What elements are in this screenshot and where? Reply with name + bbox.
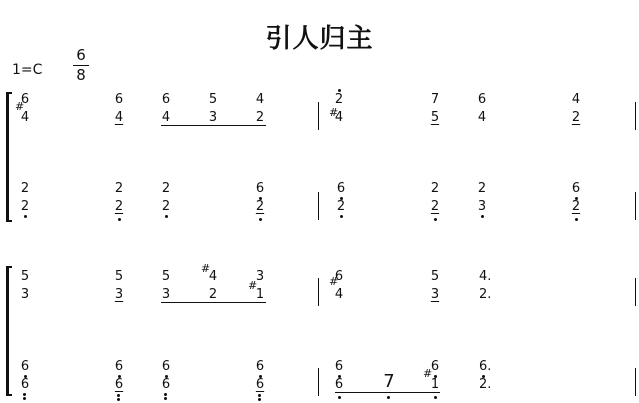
note: 6 bbox=[114, 92, 124, 107]
note: 2. bbox=[479, 287, 492, 302]
low-octave-dot bbox=[23, 397, 26, 400]
note: 1 bbox=[430, 377, 440, 392]
low-octave-dot bbox=[340, 215, 343, 218]
note: 6 bbox=[161, 359, 171, 374]
time-numerator: 6 bbox=[76, 46, 86, 64]
note: 3 bbox=[114, 287, 124, 302]
sharp-sign: # bbox=[15, 100, 25, 113]
low-octave-dot bbox=[387, 396, 390, 399]
note: 4 bbox=[334, 287, 344, 302]
low-octave-dot bbox=[117, 398, 120, 401]
note: 6 bbox=[477, 92, 487, 107]
note: 6 bbox=[20, 359, 30, 374]
note: 2 bbox=[114, 199, 124, 214]
barline bbox=[635, 368, 636, 396]
low-octave-dot bbox=[575, 218, 578, 221]
note: 6 bbox=[255, 181, 265, 196]
low-octave-dot bbox=[118, 218, 121, 221]
note: 2 bbox=[571, 110, 581, 125]
note: 6 bbox=[161, 377, 171, 392]
note: 4 bbox=[114, 110, 124, 125]
note: 5 bbox=[430, 269, 440, 284]
note: 2 bbox=[477, 181, 487, 196]
note: 6. bbox=[479, 359, 492, 374]
barline bbox=[318, 278, 319, 306]
note: 4 bbox=[334, 110, 344, 125]
barline bbox=[318, 192, 319, 220]
note: 5 bbox=[114, 269, 124, 284]
sharp-sign: # bbox=[423, 367, 433, 380]
system-2-bracket-hook-top bbox=[6, 266, 12, 268]
time-denominator: 8 bbox=[76, 66, 86, 84]
note: 4 bbox=[255, 92, 265, 107]
barline bbox=[318, 102, 319, 130]
song-title: 引人归主 bbox=[265, 24, 374, 54]
note: 6 bbox=[571, 181, 581, 196]
note: 4 bbox=[20, 110, 30, 125]
sharp-sign: # bbox=[329, 275, 339, 288]
key-signature: 1=C bbox=[12, 62, 43, 78]
system-2-bracket-hook-bottom bbox=[6, 394, 12, 396]
note: 2. bbox=[479, 377, 492, 392]
note: 6 bbox=[114, 359, 124, 374]
note: 5 bbox=[430, 110, 440, 125]
low-octave-dot bbox=[481, 215, 484, 218]
note: 2 bbox=[255, 199, 265, 214]
low-octave-dot bbox=[23, 393, 26, 396]
note: 3 bbox=[161, 287, 171, 302]
note: 5 bbox=[208, 92, 218, 107]
barline bbox=[635, 192, 636, 220]
low-octave-dot bbox=[24, 215, 27, 218]
low-octave-dot bbox=[434, 218, 437, 221]
note: 3 bbox=[20, 287, 30, 302]
time-signature bbox=[74, 46, 88, 85]
note: 1 bbox=[255, 287, 265, 302]
note: 2 bbox=[114, 181, 124, 196]
low-octave-dot bbox=[434, 396, 437, 399]
note: 4 bbox=[477, 110, 487, 125]
low-octave-dot bbox=[117, 394, 120, 397]
low-octave-dot bbox=[165, 215, 168, 218]
sharp-sign: # bbox=[248, 279, 258, 292]
note: 3 bbox=[255, 269, 265, 284]
note: 2 bbox=[20, 181, 30, 196]
low-octave-dot bbox=[338, 396, 341, 399]
note: 6 bbox=[161, 92, 171, 107]
note: 4 bbox=[571, 92, 581, 107]
system-1-bracket bbox=[6, 92, 9, 222]
barline bbox=[635, 102, 636, 130]
note: 7 bbox=[430, 92, 440, 107]
note: 2 bbox=[255, 110, 265, 125]
note: 4 bbox=[208, 269, 218, 284]
note: 2 bbox=[571, 199, 581, 214]
note: 6 bbox=[114, 377, 124, 392]
note: 2 bbox=[336, 199, 346, 214]
note: 6 bbox=[334, 377, 344, 392]
low-octave-dot bbox=[164, 393, 167, 396]
low-octave-dot bbox=[164, 397, 167, 400]
note: 6 bbox=[334, 359, 344, 374]
note: 2 bbox=[334, 92, 344, 107]
system-1-bracket-hook-top bbox=[6, 92, 12, 94]
note: 4. bbox=[479, 269, 492, 284]
note: 2 bbox=[430, 199, 440, 214]
barline bbox=[635, 278, 636, 306]
note: 2 bbox=[208, 287, 218, 302]
note: 5 bbox=[161, 269, 171, 284]
sharp-sign: # bbox=[329, 106, 339, 119]
sharp-sign: # bbox=[201, 262, 211, 275]
note: 6 bbox=[20, 377, 30, 392]
note: 6 bbox=[336, 181, 346, 196]
note: 3 bbox=[477, 199, 487, 214]
beam bbox=[335, 392, 440, 393]
barline bbox=[318, 368, 319, 396]
beam bbox=[161, 302, 266, 303]
note: 7 bbox=[383, 371, 395, 392]
note: 2 bbox=[161, 199, 171, 214]
system-1-bracket-hook-bottom bbox=[6, 220, 12, 222]
note: 6 bbox=[334, 269, 344, 284]
note: 2 bbox=[430, 181, 440, 196]
note: 6 bbox=[255, 377, 265, 392]
beam bbox=[161, 125, 266, 126]
low-octave-dot bbox=[258, 398, 261, 401]
note: 4 bbox=[161, 110, 171, 125]
note: 5 bbox=[20, 269, 30, 284]
low-octave-dot bbox=[259, 218, 262, 221]
note: 2 bbox=[161, 181, 171, 196]
note: 2 bbox=[20, 199, 30, 214]
note: 6 bbox=[20, 92, 30, 107]
note: 6 bbox=[430, 359, 440, 374]
note: 3 bbox=[208, 110, 218, 125]
note: 3 bbox=[430, 287, 440, 302]
system-2-bracket bbox=[6, 266, 9, 396]
note: 6 bbox=[255, 359, 265, 374]
low-octave-dot bbox=[258, 394, 261, 397]
